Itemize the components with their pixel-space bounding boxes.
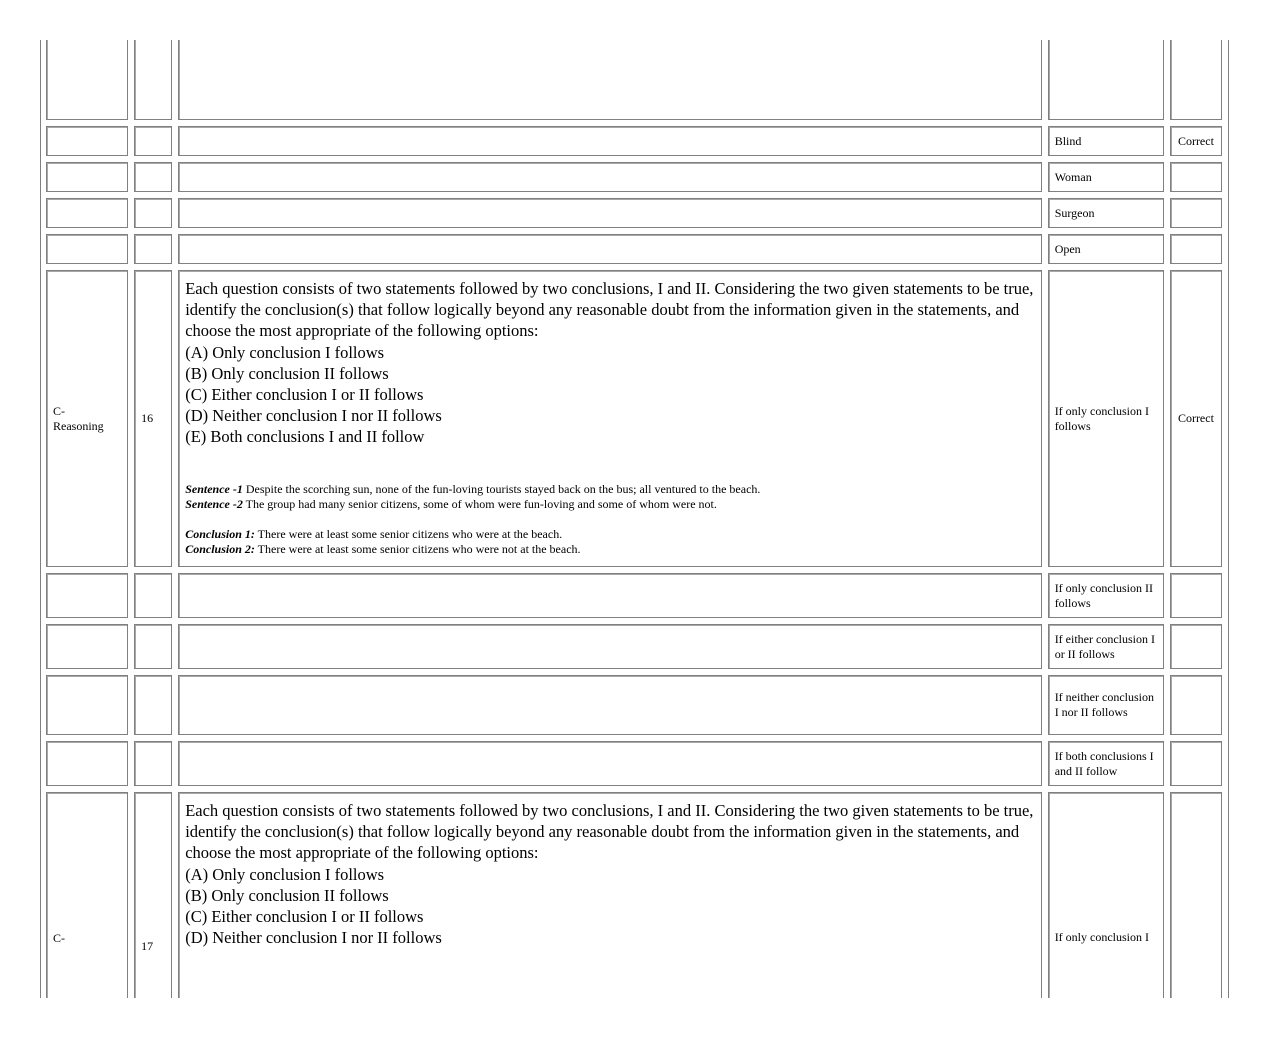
number-cell — [134, 126, 172, 156]
section-cell — [46, 198, 128, 228]
number-cell — [134, 675, 172, 735]
option-cell: Woman — [1048, 162, 1164, 192]
section-cell — [46, 675, 128, 735]
question-cell — [178, 741, 1041, 786]
number-cell — [134, 234, 172, 264]
option-cell: If only conclusion II follows — [1048, 573, 1164, 618]
question-cell — [178, 40, 1041, 120]
answer-option: (B) Only conclusion II follows — [185, 363, 389, 383]
question-table-viewport — [40, 40, 1230, 998]
option-cell: Blind — [1048, 126, 1164, 156]
sentence-2 — [185, 497, 1034, 512]
answer-option: (E) Both conclusions I and II follow — [185, 427, 425, 447]
answer-option: (C) Either conclusion I or II follows — [185, 385, 424, 405]
answer-cell: Correct — [1170, 270, 1222, 567]
table-row — [46, 234, 1222, 264]
answer-cell — [1170, 792, 1222, 998]
number-cell — [134, 741, 172, 786]
table-row — [46, 573, 1222, 618]
option-cell: If only conclusion I — [1048, 792, 1164, 998]
section-cell — [46, 234, 128, 264]
question-cell — [178, 162, 1041, 192]
question-row-16 — [46, 270, 1222, 567]
spacer — [185, 512, 1034, 527]
question-text-cell — [178, 792, 1041, 998]
answer-cell — [1170, 40, 1222, 120]
number-cell — [134, 198, 172, 228]
table-row — [46, 624, 1222, 669]
question-cell — [178, 234, 1041, 264]
option-cell: Surgeon — [1048, 198, 1164, 228]
conclusion-1-label: Conclusion 1: — [185, 526, 255, 541]
table-row — [46, 198, 1222, 228]
spacer — [185, 448, 1034, 482]
answer-cell — [1170, 234, 1222, 264]
question-table — [40, 40, 1228, 998]
number-cell — [134, 162, 172, 192]
question-cell — [178, 573, 1041, 618]
number-cell — [134, 573, 172, 618]
answer-cell — [1170, 624, 1222, 669]
answer-cell — [1170, 198, 1222, 228]
section-cell — [46, 162, 128, 192]
conclusion-1 — [185, 527, 1034, 542]
question-number: 16 — [134, 270, 172, 567]
table-right-border — [1228, 40, 1229, 998]
option-cell: If either conclusion I or II follows — [1048, 624, 1164, 669]
question-row-17 — [46, 792, 1222, 998]
answer-cell: Correct — [1170, 126, 1222, 156]
answer-option: (D) Neither conclusion I nor II follows — [185, 406, 442, 426]
conclusion-2 — [185, 542, 1034, 557]
question-text-cell — [178, 270, 1041, 567]
section-cell — [46, 40, 128, 120]
answer-option: (C) Either conclusion I or II follows — [185, 907, 424, 927]
section-cell — [46, 741, 128, 786]
section-cell: C- — [46, 792, 128, 998]
question-cell — [178, 198, 1041, 228]
sentence-1-label: Sentence -1 — [185, 481, 243, 496]
section-cell: C- Reasoning — [46, 270, 128, 567]
option-cell: If neither conclusion I nor II follows — [1048, 675, 1164, 735]
option-cell — [1048, 40, 1164, 120]
sentence-1-text: Despite the scorching sun, none of the fun-loving tourists stayed back on the bus; all ventured to the beach. — [242, 481, 761, 496]
table-row — [46, 126, 1222, 156]
answer-option: (A) Only conclusion I follows — [185, 864, 385, 884]
conclusion-2-text: There were at least some senior citizens who were not at the beach. — [254, 541, 581, 556]
question-cell — [178, 624, 1041, 669]
answer-cell — [1170, 573, 1222, 618]
number-cell — [134, 40, 172, 120]
section-cell — [46, 573, 128, 618]
sentence-2-label: Sentence -2 — [185, 496, 243, 511]
answer-option: (B) Only conclusion II follows — [185, 885, 389, 905]
conclusion-2-label: Conclusion 2: — [185, 541, 255, 556]
sentence-2-text: The group had many senior citizens, some of whom were fun-loving and some of whom were not. — [242, 496, 717, 511]
answer-option: (A) Only conclusion I follows — [185, 342, 385, 362]
sentence-1 — [185, 482, 1034, 497]
answer-cell — [1170, 675, 1222, 735]
question-cell — [178, 126, 1041, 156]
answer-cell — [1170, 162, 1222, 192]
section-cell — [46, 624, 128, 669]
question-number: 17 — [134, 792, 172, 998]
answer-option: (D) Neither conclusion I nor II follows — [185, 928, 442, 948]
question-instruction: Each question consists of two statements followed by two conclusions, I and II. Considering the two given statements to be true, identify the conclusion(s) that follow logically beyond any reasonable doubt from the information given in the statements, and choose the most appropriate of the following options: — [185, 801, 1034, 863]
table-row — [46, 675, 1222, 735]
section-cell — [46, 126, 128, 156]
option-cell: If only conclusion I follows — [1048, 270, 1164, 567]
number-cell — [134, 624, 172, 669]
option-cell: Open — [1048, 234, 1164, 264]
table-row — [46, 40, 1222, 120]
question-instruction: Each question consists of two statements followed by two conclusions, I and II. Considering the two given statements to be true, identify the conclusion(s) that follow logically beyond any reasonable doubt from the information given in the statements, and choose the most appropriate of the following options: — [185, 279, 1034, 341]
table-row — [46, 741, 1222, 786]
conclusion-1-text: There were at least some senior citizens who were at the beach. — [254, 526, 563, 541]
question-cell — [178, 675, 1041, 735]
answer-cell — [1170, 741, 1222, 786]
option-cell: If both conclusions I and II follow — [1048, 741, 1164, 786]
table-row — [46, 162, 1222, 192]
